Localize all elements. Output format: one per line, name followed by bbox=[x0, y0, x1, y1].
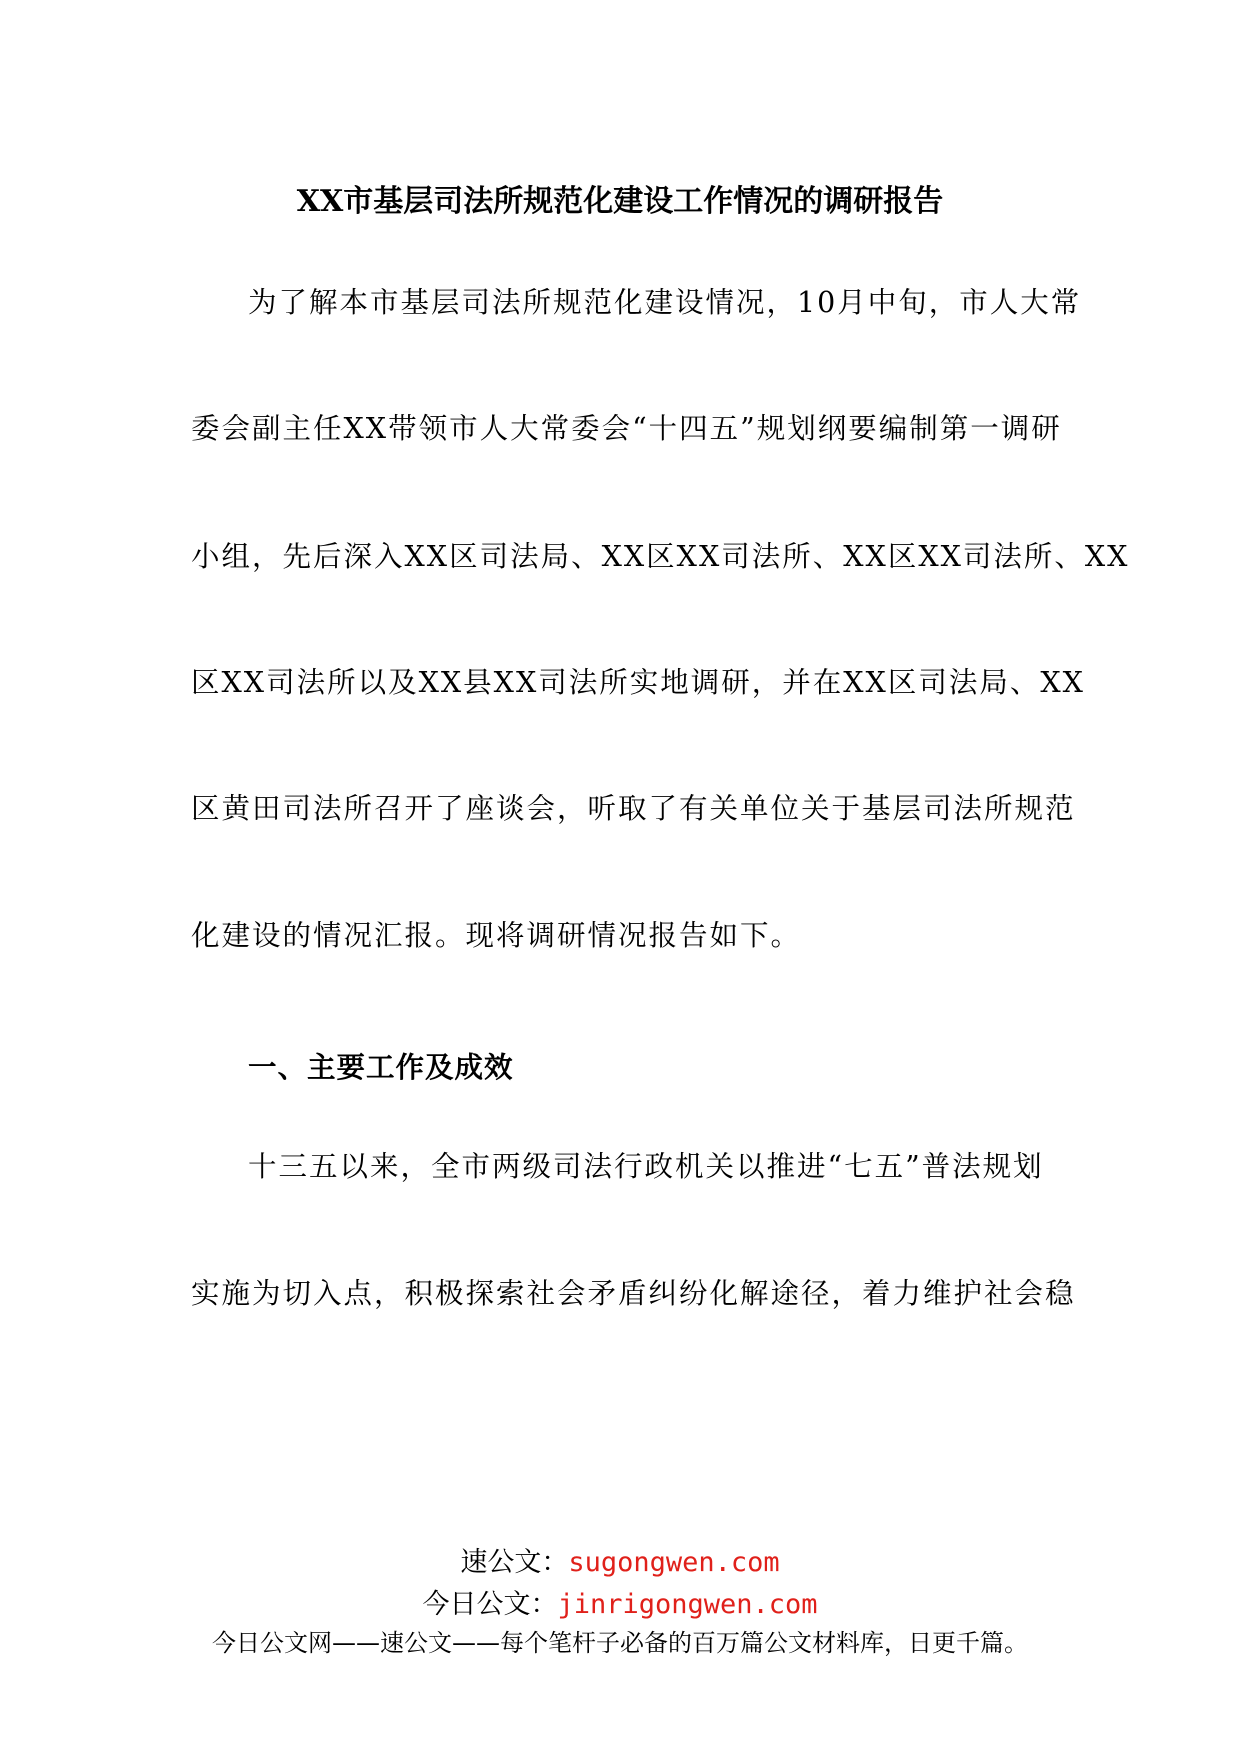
paragraph-line: 小组，先后深入XX区司法局、XX区XX司法所、XX区XX司法所、XX bbox=[191, 540, 1130, 573]
footer-slogan: 今日公文网——速公文——每个笔杆子必备的百万篇公文材料库，日更千篇。 bbox=[212, 1629, 1028, 1657]
paragraph-line: 化建设的情况汇报。现将调研情况报告如下。 bbox=[191, 919, 802, 952]
footer-label: 速公文： bbox=[460, 1547, 569, 1578]
footer-label: 今日公文： bbox=[422, 1589, 558, 1620]
paragraph-line: 为了解本市基层司法所规范化建设情况，10月中旬，市人大常 bbox=[248, 286, 1082, 319]
section-heading: 一、主要工作及成效 bbox=[248, 1050, 514, 1084]
footer-line-1 bbox=[0, 1545, 1240, 1581]
paragraph-line: 十三五以来，全市两级司法行政机关以推进“七五”普法规划 bbox=[248, 1150, 1044, 1183]
paragraph-line: 区XX司法所以及XX县XX司法所实地调研，并在XX区司法局、XX bbox=[191, 666, 1085, 699]
paragraph-line: 实施为切入点，积极探索社会矛盾纠纷化解途径，着力维护社会稳 bbox=[191, 1277, 1076, 1310]
footer-link[interactable]: jinrigongwen.com bbox=[557, 1589, 818, 1620]
footer-link[interactable]: sugongwen.com bbox=[568, 1547, 780, 1578]
paragraph-line: 区黄田司法所召开了座谈会，听取了有关单位关于基层司法所规范 bbox=[191, 792, 1076, 825]
paragraph-line: 委会副主任XX带领市人大常委会“十四五”规划纲要编制第一调研 bbox=[191, 412, 1062, 445]
document-title: XX市基层司法所规范化建设工作情况的调研报告 bbox=[296, 184, 944, 219]
footer-line-2 bbox=[0, 1587, 1240, 1623]
